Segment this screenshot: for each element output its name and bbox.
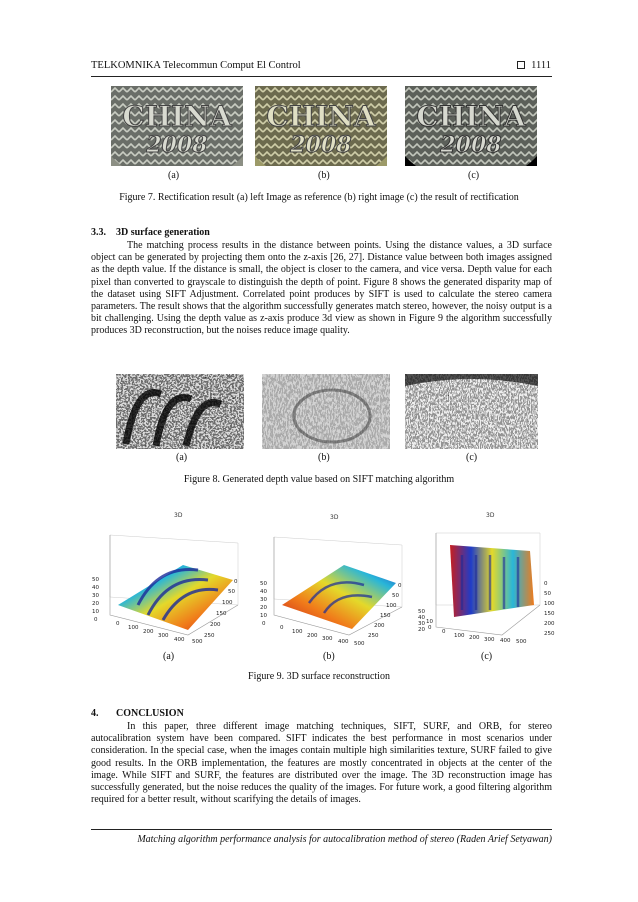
plot-title-b: 3D bbox=[330, 514, 339, 521]
x-tick: 500 bbox=[192, 639, 203, 645]
figure7-image-c bbox=[405, 86, 537, 166]
page-number bbox=[517, 60, 551, 71]
y-tick: 200 bbox=[374, 623, 385, 629]
figure8-image-a bbox=[116, 374, 244, 449]
x-tick: 500 bbox=[354, 641, 365, 647]
depth-map-a bbox=[116, 374, 244, 449]
z-tick: 40 bbox=[260, 589, 267, 595]
figure9-label-b: (b) bbox=[323, 651, 335, 662]
y-tick: 150 bbox=[544, 611, 555, 617]
x-tick: 0 bbox=[280, 625, 284, 631]
z-tick: 0 bbox=[94, 617, 98, 623]
y-tick: 150 bbox=[380, 613, 391, 619]
coin-image-a bbox=[111, 86, 243, 166]
coin-text-b1: CHINA bbox=[266, 100, 376, 133]
y-tick: 0 bbox=[398, 583, 402, 589]
x-tick: 400 bbox=[500, 638, 511, 644]
section-3-3-heading bbox=[91, 227, 210, 238]
section-number: 3.3. bbox=[91, 227, 106, 238]
running-header bbox=[91, 60, 551, 76]
journal-name: TELKOMNIKA Telecommun Comput El Control bbox=[91, 60, 301, 71]
section-4-body: In this paper, three different image matching techniques, SIFT, SURF, and ORB, for stereo autocalibration system have been compared. SIFT indicates the best performance in most scenarios under consideration. In the special case, when the images contain multiple high similarities texture, SURF failed to give good results. In the ORB implementation, the features are mostly concentrated in objects at the center of the image. While SIFT and SURF, the features are distributed over the image. The 3D reconstruction image has successfully generated, but the noise reduces the quality of the images. For future work, a good filtering algorithm required for a better result, without scarifying the details of images. bbox=[91, 721, 552, 806]
z-tick: 50 bbox=[418, 609, 425, 615]
x-tick: 300 bbox=[158, 633, 169, 639]
z-tick: 30 bbox=[260, 597, 267, 603]
figure9-plot-b bbox=[254, 505, 414, 647]
section-4-heading bbox=[91, 708, 184, 719]
x-tick: 0 bbox=[116, 621, 120, 627]
figure9-plot-a bbox=[88, 505, 248, 647]
section-number: 4. bbox=[91, 708, 99, 719]
page-number-text: 1111 bbox=[531, 60, 551, 71]
z-tick: 40 bbox=[92, 585, 99, 591]
plot-title-a: 3D bbox=[174, 512, 183, 519]
running-footer: Matching algorithm performance analysis for autocalibration method of stereo (Raden Arief Setyawan) bbox=[137, 834, 552, 845]
figure7-label-c: (c) bbox=[468, 170, 480, 181]
y-tick: 250 bbox=[544, 631, 555, 637]
x-tick: 200 bbox=[469, 635, 480, 641]
x-tick: 300 bbox=[484, 637, 495, 643]
z-tick: 20 bbox=[418, 627, 425, 633]
coin-image-c bbox=[405, 86, 537, 166]
section-title: 3D surface generation bbox=[116, 227, 210, 238]
figure9-caption: Figure 9. 3D surface reconstruction bbox=[248, 671, 390, 682]
y-tick: 200 bbox=[210, 622, 221, 628]
figure8-image-c bbox=[405, 374, 538, 449]
z-tick: 40 bbox=[418, 615, 425, 621]
figure7-label-a: (a) bbox=[168, 170, 180, 181]
figure7-image-b bbox=[255, 86, 387, 166]
footer-rule bbox=[91, 829, 552, 830]
y-tick: 0 bbox=[234, 579, 238, 585]
z-tick: 50 bbox=[260, 581, 267, 587]
y-tick: 0 bbox=[544, 581, 548, 587]
figure7-caption: Figure 7. Rectification result (a) left Image as reference (b) right image (c) the result of rectification bbox=[119, 192, 519, 203]
y-tick: 50 bbox=[544, 591, 551, 597]
coin-text-a2: 2008 bbox=[146, 132, 208, 158]
z-tick: 30 bbox=[92, 593, 99, 599]
x-tick: 200 bbox=[143, 629, 154, 635]
coin-text-a1: CHINA bbox=[122, 100, 232, 133]
figure8-caption: Figure 8. Generated depth value based on SIFT matching algorithm bbox=[183, 474, 455, 485]
z-tick: 30 bbox=[418, 621, 425, 627]
x-tick: 500 bbox=[516, 639, 527, 645]
y-tick: 100 bbox=[386, 603, 397, 609]
section-title: CONCLUSION bbox=[116, 708, 184, 719]
y-tick: 100 bbox=[544, 601, 555, 607]
z-tick: 10 bbox=[92, 609, 99, 615]
x-tick: 200 bbox=[307, 633, 318, 639]
coin-text-c1: CHINA bbox=[416, 100, 526, 133]
figure9-label-c: (c) bbox=[481, 651, 493, 662]
z-tick: 10 bbox=[426, 619, 433, 625]
surface-plot-a bbox=[88, 505, 248, 647]
figure8-label-a: (a) bbox=[176, 452, 188, 463]
z-tick: 0 bbox=[428, 625, 432, 631]
figure7-label-b: (b) bbox=[318, 170, 330, 181]
plot-title-c: 3D bbox=[486, 512, 495, 519]
y-tick: 150 bbox=[216, 611, 227, 617]
depth-map-b bbox=[262, 374, 390, 449]
x-tick: 0 bbox=[442, 629, 446, 635]
figure7-image-a bbox=[111, 86, 243, 166]
coin-text-c2: 2008 bbox=[440, 132, 502, 158]
y-tick: 50 bbox=[392, 593, 399, 599]
figure9-plot-c bbox=[412, 505, 562, 647]
header-rule bbox=[91, 76, 552, 77]
x-tick: 100 bbox=[454, 633, 465, 639]
surface-plot-c bbox=[412, 505, 562, 647]
coin-text-b2: 2008 bbox=[290, 132, 352, 158]
figure8-label-c: (c) bbox=[466, 452, 478, 463]
x-tick: 400 bbox=[338, 639, 349, 645]
y-tick: 100 bbox=[222, 600, 233, 606]
z-tick: 10 bbox=[260, 613, 267, 619]
y-tick: 50 bbox=[228, 589, 235, 595]
x-tick: 300 bbox=[322, 636, 333, 642]
coin-image-b bbox=[255, 86, 387, 166]
depth-map-c bbox=[405, 374, 538, 449]
figure8-label-b: (b) bbox=[318, 452, 330, 463]
x-tick: 100 bbox=[292, 629, 303, 635]
z-tick: 20 bbox=[260, 605, 267, 611]
z-tick: 20 bbox=[92, 601, 99, 607]
y-tick: 250 bbox=[368, 633, 379, 639]
y-tick: 250 bbox=[204, 633, 215, 639]
x-tick: 400 bbox=[174, 637, 185, 643]
figure9-label-a: (a) bbox=[163, 651, 175, 662]
z-tick: 0 bbox=[262, 621, 266, 627]
surface-plot-b bbox=[254, 505, 414, 647]
figure8-image-b bbox=[262, 374, 390, 449]
x-tick: 100 bbox=[128, 625, 139, 631]
y-tick: 200 bbox=[544, 621, 555, 627]
section-3-3-body: The matching process results in the distance between points. Using the distance values, a 3D surface object can be generated by projecting them onto the z-axis [26, 27]. Distance value between both images assigned as the depth value. If the distance is small, the object is closer to the camera, and vice versa. Depth value for each pixel than converted to grayscale to distinguish the depth of point. Figure 8 shows the generated disparity map of the dataset using SIFT Adjustment. Correlated point produces by SIFT is used to calculate the stereo camera parameters. The result shows that the algorithm successfully generates match stereo, however, the noisy output is a bit challenging. Using the depth value as z-axis produce 3d view as shown in Figure 9 the algorithm successfully produces 3D reconstruction, but the noises reduce image quality. bbox=[91, 240, 552, 337]
z-tick: 50 bbox=[92, 577, 99, 583]
checkbox-icon bbox=[517, 61, 525, 69]
